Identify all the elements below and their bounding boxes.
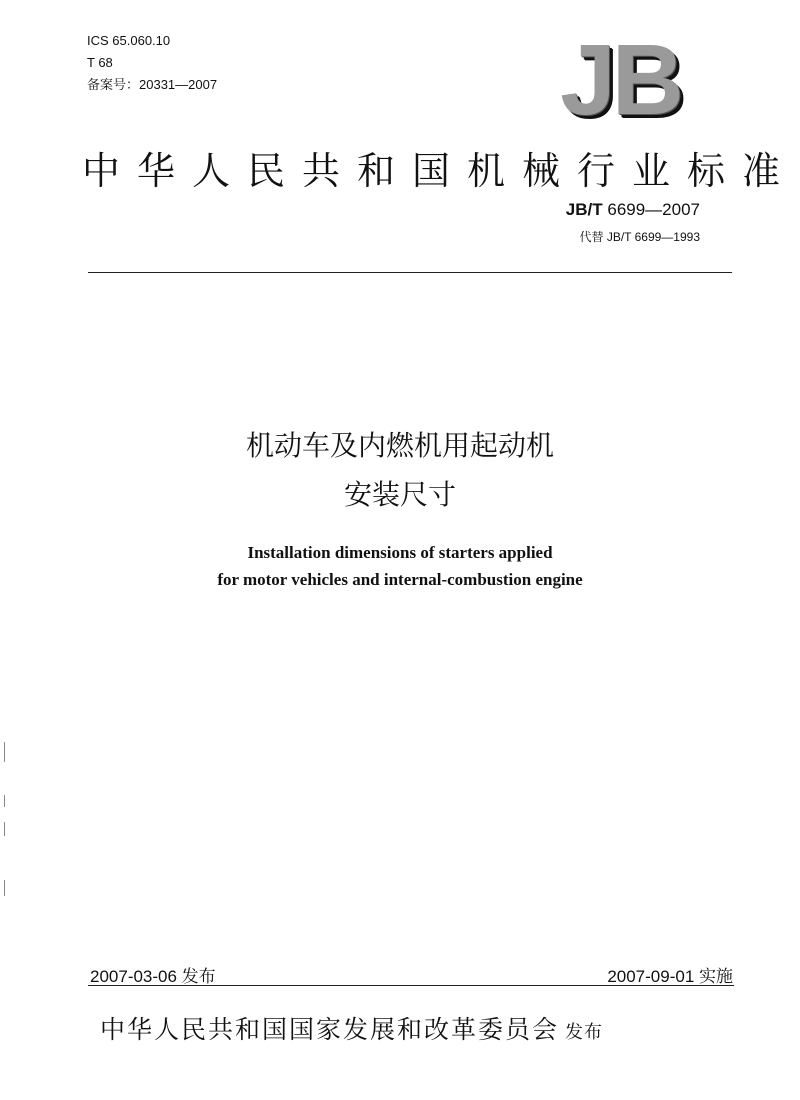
publisher <box>100 1010 720 1046</box>
header-divider <box>88 272 732 273</box>
effective-date: 2007-09-01 实施 <box>607 967 733 986</box>
jb-logo: JB <box>560 24 680 136</box>
standard-number <box>500 200 700 220</box>
record-number: 备案号：20331—2007 <box>87 77 218 92</box>
publish-label: 发布 <box>565 1022 604 1043</box>
footer-divider <box>88 985 734 986</box>
standard-prefix: JB/T <box>565 200 603 219</box>
document-title-line1: 机动车及内燃机用起动机 <box>245 429 554 462</box>
scan-mark <box>4 742 5 762</box>
standard-code: 6699—2007 <box>607 200 700 219</box>
english-title-line2: for motor vehicles and internal-combustion engine <box>217 570 583 589</box>
scan-mark <box>4 880 5 896</box>
scan-mark <box>4 795 5 807</box>
scan-mark <box>4 822 5 836</box>
ics-code: ICS 65.060.10 <box>87 33 171 48</box>
english-title-line1: Installation dimensions of starters applied <box>247 543 553 562</box>
publisher-name: 中华人民共和国国家发展和改革委员会 <box>100 1015 560 1044</box>
document-title-line2: 安装尺寸 <box>343 478 456 511</box>
industry-standard-title: 中华人民共和国机械行业标准 <box>82 149 798 193</box>
category-code: T 68 <box>87 55 113 70</box>
issue-date: 2007-03-06 发布 <box>90 967 216 986</box>
replaces-standard: 代替 JB/T 6699—1993 <box>579 230 700 244</box>
